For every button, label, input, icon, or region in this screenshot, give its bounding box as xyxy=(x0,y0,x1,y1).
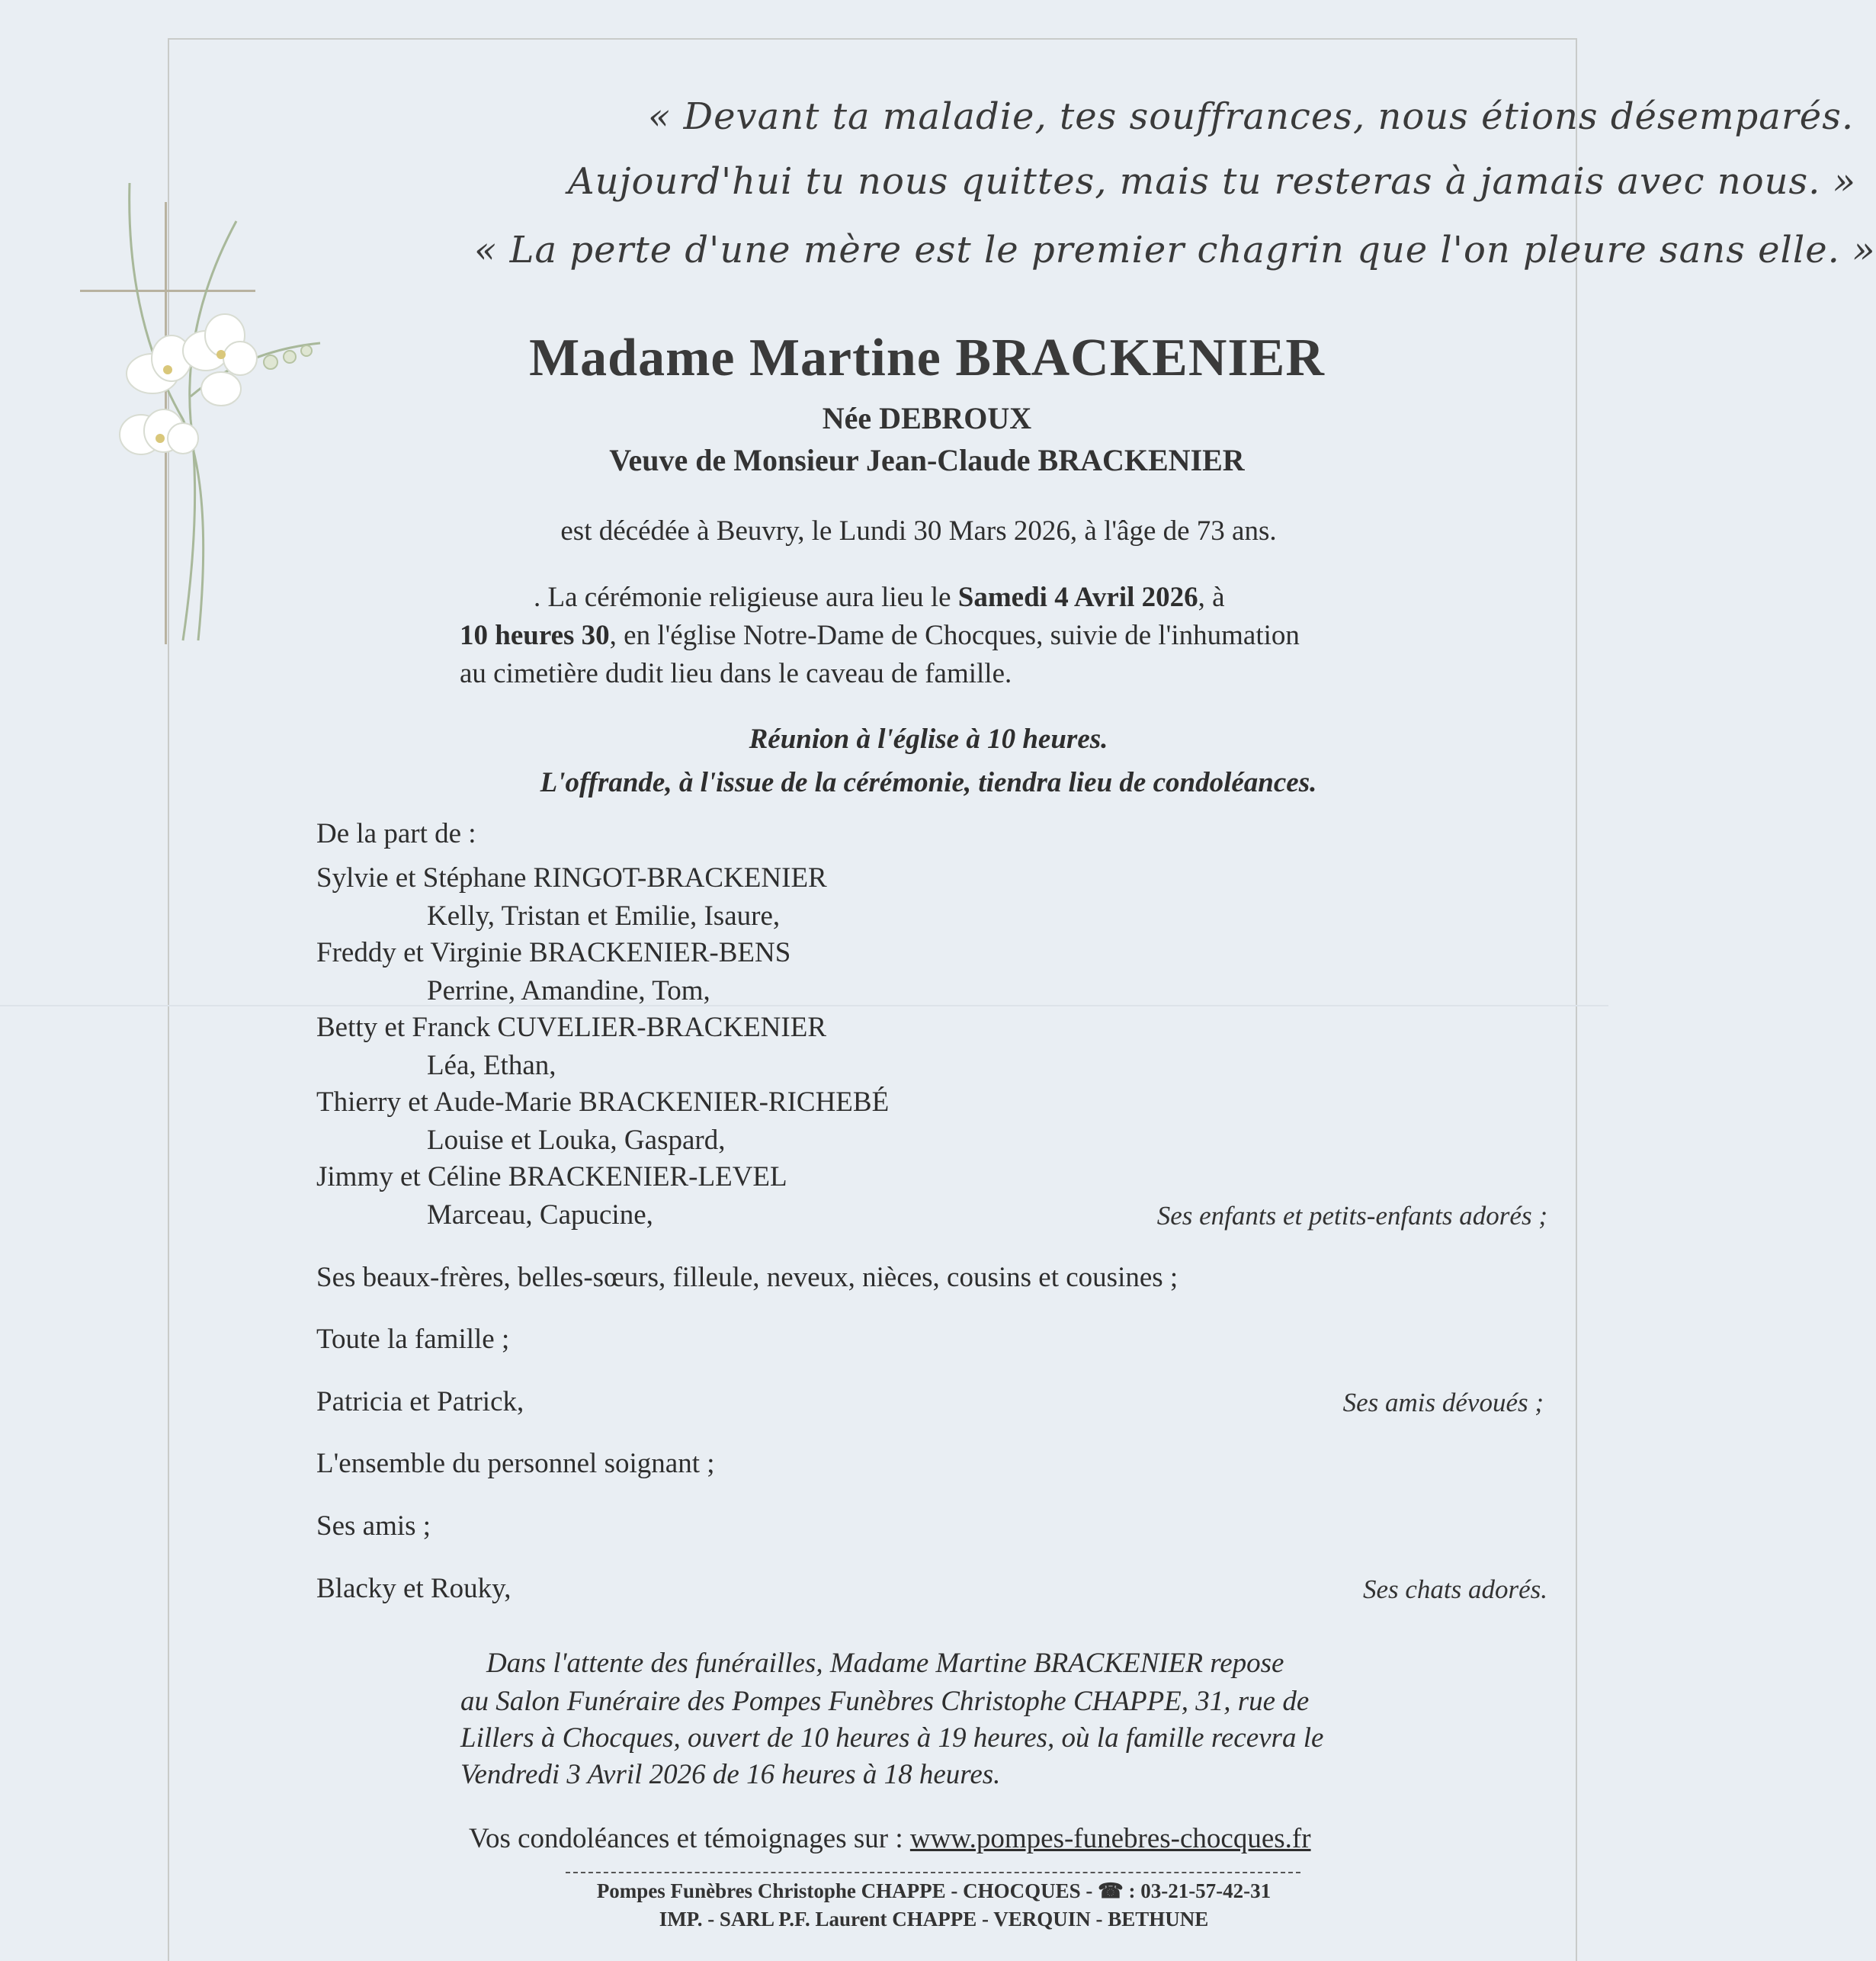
repose-line-2: au Salon Funéraire des Pompes Funèbres Christophe CHAPPE, 31, rue de xyxy=(460,1686,1310,1717)
cats-label: Ses chats adorés. xyxy=(1362,1574,1547,1604)
orchid-illustration xyxy=(107,168,335,656)
family-line: Kelly, Tristan et Emilie, Isaure, xyxy=(427,900,781,932)
family-line: Louise et Louka, Gaspard, xyxy=(427,1125,726,1156)
ceremony-line-1: . La cérémonie religieuse aura lieu le Samedi 4 Avril 2026, à xyxy=(534,582,1225,613)
family-line: Betty et Franck CUVELIER-BRACKENIER xyxy=(316,1012,826,1043)
footer-rule xyxy=(566,1872,1300,1873)
quote-line-1: « Devant ta maladie, tes souffrances, nous étions désemparés. xyxy=(648,95,1855,138)
birth-name: Née DEBROUX xyxy=(822,401,1032,435)
repose-line-4: Vendredi 3 Avril 2026 de 16 heures à 18 heures. xyxy=(460,1759,1001,1790)
fold-line xyxy=(0,1005,1608,1006)
repose-line-1: Dans l'attente des funérailles, Madame Martine BRACKENIER repose xyxy=(486,1648,1284,1679)
footer-line-1: Pompes Funèbres Christophe CHAPPE - CHOCQUES - ☎ : 03-21-57-42-31 xyxy=(596,1879,1272,1902)
ceremony-line-2: 10 heures 30, en l'église Notre-Dame de Chocques, suivie de l'inhumation xyxy=(460,620,1300,651)
condolences-line: Vos condoléances et témoignages sur : www.pompes-funebres-chocques.fr xyxy=(469,1823,1311,1854)
family-line: Léa, Ethan, xyxy=(427,1050,556,1081)
family-line: Marceau, Capucine, xyxy=(427,1199,653,1231)
others-line: Blacky et Rouky, xyxy=(316,1573,511,1604)
others-line: Ses amis ; xyxy=(316,1510,431,1542)
condolences-link[interactable]: www.pompes-funebres-chocques.fr xyxy=(909,1823,1311,1854)
death-notice: est décédée à Beuvry, le Lundi 30 Mars 2026, à l'âge de 73 ans. xyxy=(560,515,1277,547)
deceased-name: Madame Martine BRACKENIER xyxy=(529,329,1325,387)
others-line: L'ensemble du personnel soignant ; xyxy=(316,1448,715,1479)
reunion-text: Réunion à l'église à 10 heures. xyxy=(749,724,1108,755)
quote-line-3: « La perte d'une mère est le premier chagrin que l'on pleure sans elle. » xyxy=(474,229,1876,271)
offrande-text: L'offrande, à l'issue de la cérémonie, tiendra lieu de condoléances. xyxy=(540,767,1317,798)
family-line: Jimmy et Céline BRACKENIER-LEVEL xyxy=(316,1161,787,1192)
others-line: Toute la famille ; xyxy=(316,1324,510,1355)
quote-line-2: Aujourd'hui tu nous quittes, mais tu resteras à jamais avec nous. » xyxy=(568,160,1857,203)
friends-label: Ses amis dévoués ; xyxy=(1342,1388,1544,1417)
others-line: Patricia et Patrick, xyxy=(316,1386,524,1417)
footer-line-2: IMP. - SARL P.F. Laurent CHAPPE - VERQUIN - BETHUNE xyxy=(659,1908,1209,1931)
repose-line-3: Lillers à Chocques, ouvert de 10 heures à 19 heures, où la famille recevra le xyxy=(460,1722,1324,1754)
family-line: Sylvie et Stéphane RINGOT-BRACKENIER xyxy=(316,862,827,894)
children-label: Ses enfants et petits-enfants adorés ; xyxy=(1156,1201,1547,1231)
family-line: Perrine, Amandine, Tom, xyxy=(427,975,710,1006)
others-line: Ses beaux-frères, belles-sœurs, filleule, neveux, nièces, cousins et cousines ; xyxy=(316,1262,1179,1293)
ceremony-line-3: au cimetière dudit lieu dans le caveau de famille. xyxy=(460,658,1012,689)
family-line: Freddy et Virginie BRACKENIER-BENS xyxy=(316,937,791,968)
widow-of: Veuve de Monsieur Jean-Claude BRACKENIER xyxy=(609,443,1245,477)
de-la-part-label: De la part de : xyxy=(316,818,476,849)
family-line: Thierry et Aude-Marie BRACKENIER-RICHEBÉ xyxy=(316,1086,890,1118)
